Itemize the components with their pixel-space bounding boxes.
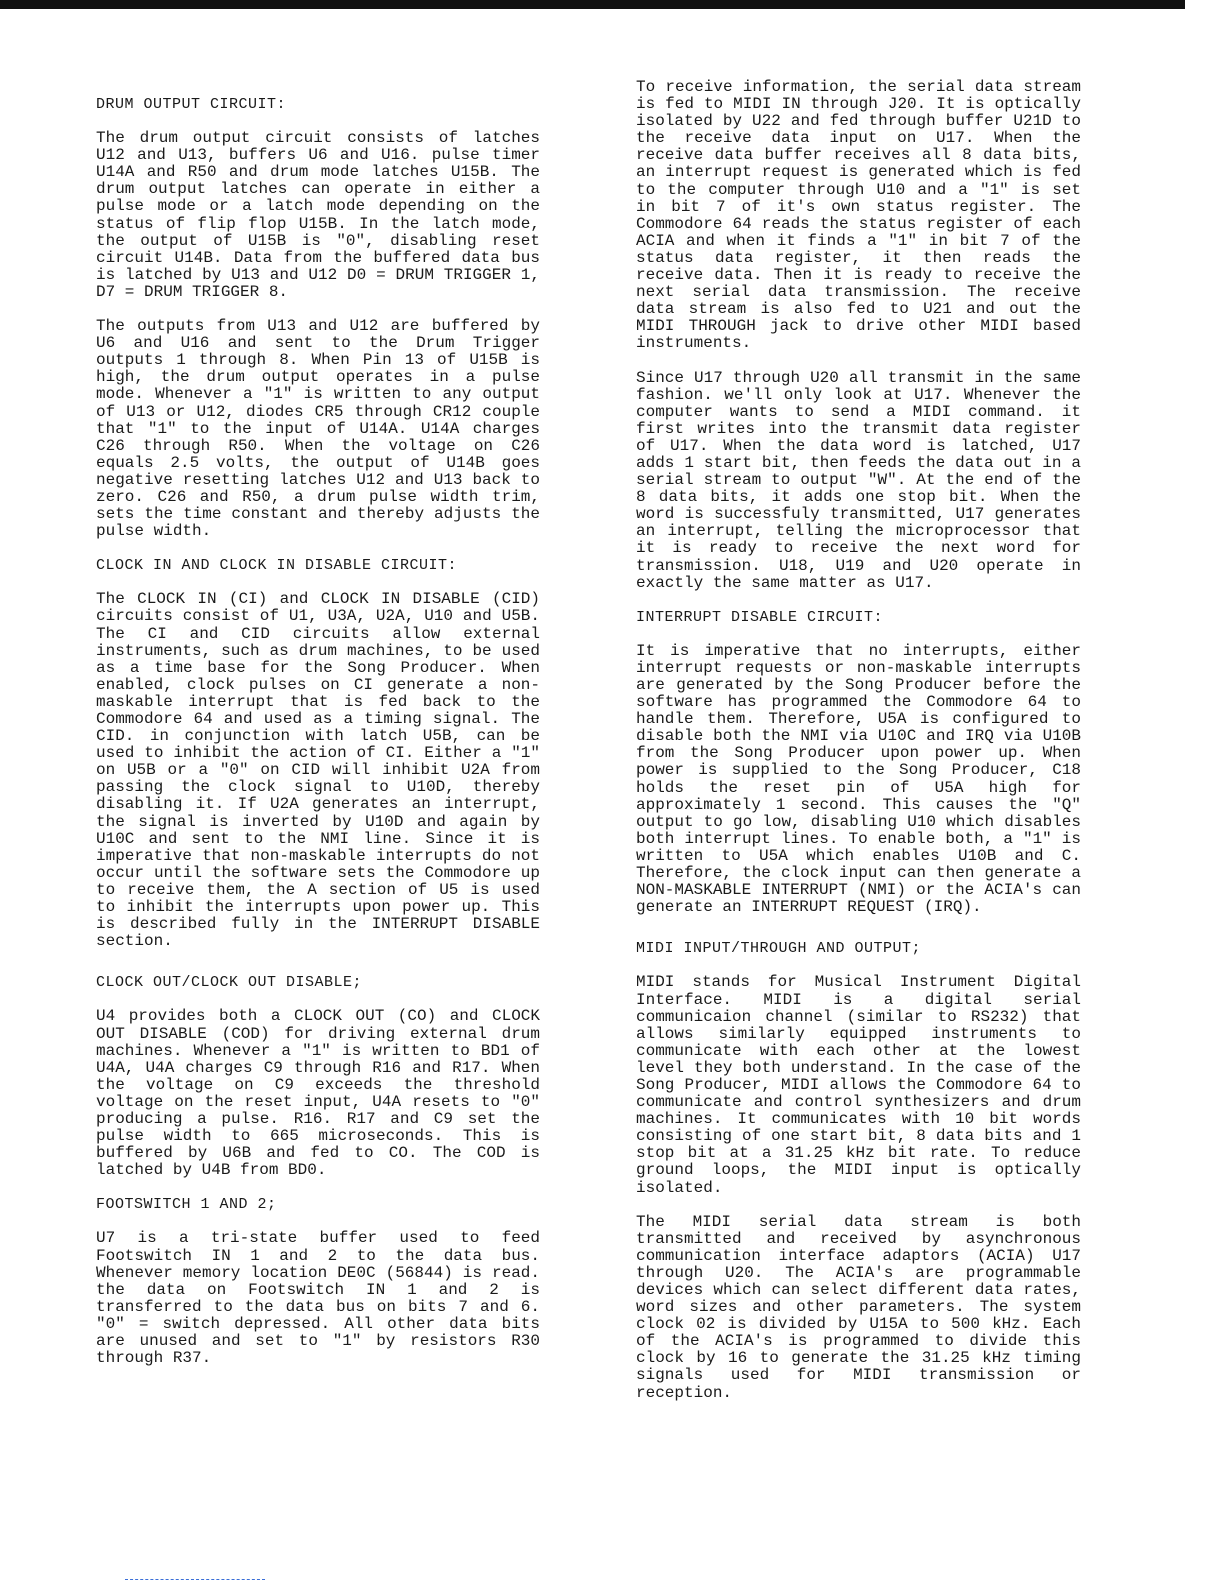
- left-column: [96, 96, 540, 1384]
- drum-output-paragraph-1: The drum output circuit consists of latches U12 and U13, buffers U6 and U16. pulse timer U14A and R50 and drum mode latches U15B. The drum output latches can operate in either a pulse mode or a latch mode depending on the status of flip flop U15B. In the latch mode, the output of U15B is "0", disabling reset circuit U14B. Data from the buffered data bus is latched by U13 and U12 D0 = DRUM TRIGGER 1, D7 = DRUM TRIGGER 8.: [96, 129, 540, 301]
- drum-output-section: [96, 96, 540, 540]
- interrupt-disable-heading: INTERRUPT DISABLE CIRCUIT:: [636, 608, 884, 626]
- midi-section: [636, 940, 1081, 1401]
- midi-paragraph-1: MIDI stands for Musical Instrument Digital Interface. MIDI is a digital serial communicaion channel (similar to RS232) that allows similarly equipped instruments to communicate with each other at the lowest level they both understand. In the case of the Song Producer, MIDI allows the Commodore 64 to communicate and control synthesizers and drum machines. It communicates with 10 bit words consisting of one start bit, 8 data bits and 1 stop bit at a 31.25 kHz bit rate. To reduce ground loops, the MIDI input is optically isolated.: [636, 973, 1081, 1197]
- receive-paragraph-2: Since U17 through U20 all transmit in the same fashion. we'll only look at U17. Whenever the computer wants to send a MIDI command. it first writes into the transmit data register of U17. When the data word is latched, U17 adds 1 start bit, then feeds the data out in a serial stream to output "W". At the end of the 8 data bits, it adds one stop bit. When the word is successfuly transmitted, U17 generates an interrupt, telling the microprocessor that it is ready to receive the next word for transmission. U18, U19 and U20 operate in exactly the same matter as U17.: [636, 368, 1081, 592]
- midi-paragraph-2: The MIDI serial data stream is both transmitted and received by asynchronous communication interface adaptors (ACIA) U17 through U20. The ACIA's are programmable devices which can select different data rates, word sizes and other parameters. The system clock 02 is divided by U15A to 500 kHz. Each of the ACIA's is programmed to divide this clock by 16 to generate the 31.25 kHz timing signals used for MIDI transmission or reception.: [636, 1212, 1081, 1402]
- receive-paragraph-1: To receive information, the serial data stream is fed to MIDI IN through J20. It is optically isolated by U22 and fed through buffer U21D to the receive data input on U17. When the receive data buffer receives all 8 data bits, an interrupt request is generated which is fed to the computer through U10 and a "1" is set in bit 7 of it's own status register. The Commodore 64 reads the status register of each ACIA and when it finds a "1" in bit 7 of the status data register, it then reads the receive data. Then it is ready to receive the next serial data transmission. The receive data stream is also fed to U21 and out the MIDI THROUGH jack to drive other MIDI based instruments.: [636, 78, 1081, 353]
- right-column: [636, 79, 1081, 1419]
- footswitch-heading: FOOTSWITCH 1 AND 2;: [96, 1196, 277, 1214]
- drum-output-paragraph-2: The outputs from U13 and U12 are buffered by U6 and U16 and sent to the Drum Trigger outputs 1 through 8. When Pin 13 of U15B is high, the drum output operates in a pulse mode. Whenever a "1" is written to any output of U13 or U12, diodes CR5 through CR12 couple that "1" to the input of U14A. U14A charges C26 through R50. When the voltage on C26 equals 2.5 volts, the output of U14B goes negative resetting latches U12 and U13 back to zero. C26 and R50, a drum pulse width trim, sets the time constant and thereby adjusts the pulse width.: [96, 317, 540, 541]
- clock-in-section: [96, 557, 540, 950]
- top-border-gap: [1185, 0, 1225, 14]
- clock-out-heading: CLOCK OUT/CLOCK OUT DISABLE;: [96, 974, 363, 992]
- clock-out-paragraph-1: U4 provides both a CLOCK OUT (CO) and CLOCK OUT DISABLE (COD) for driving external drum machines. Whenever a "1" is written to BD1 of U4A, U4A charges C9 through R16 and R17. When the voltage on C9 exceeds the threshold voltage on the reset input, U4A resets to "0" producing a pulse. R16. R17 and C9 set the pulse width to 665 microseconds. This is buffered by U6B and fed to CO. The COD is latched by U4B from BD0.: [96, 1007, 540, 1180]
- bottom-dashed-link: [125, 1578, 265, 1580]
- clock-out-section: [96, 974, 540, 1179]
- clock-in-heading: CLOCK IN AND CLOCK IN DISABLE CIRCUIT:: [96, 557, 458, 575]
- top-border-rule: [0, 0, 1225, 9]
- footswitch-section: [96, 1196, 540, 1367]
- footswitch-paragraph-1: U7 is a tri-state buffer used to feed Footswitch IN 1 and 2 to the data bus. Whenever memory location DE0C (56844) is read. the data on Footswitch IN 1 and 2 is transferred to the data bus on bits 7 and 6. "0" = switch depressed. All other data bits are unused and set to "1" by resistors R30 through R37.: [96, 1229, 540, 1368]
- receive-section: [636, 79, 1081, 592]
- drum-output-heading: DRUM OUTPUT CIRCUIT:: [96, 96, 287, 113]
- midi-heading: MIDI INPUT/THROUGH AND OUTPUT;: [636, 940, 922, 958]
- interrupt-disable-paragraph-1: It is imperative that no interrupts, either interrupt requests or non-maskable interrupts are generated by the Song Producer before the software has programmed the Commodore 64 to handle them. Therefore, U5A is configured to disable both the NMI via U10C and IRQ via U10B from the Song Producer upon power up. When power is supplied to the Song Producer, C18 holds the reset pin of U5A high for approximately 1 second. This causes the "Q" output to go low, disabling U10 which disables both interrupt lines. To enable both, a "1" is written to U5A which enables U10B and C. Therefore, the clock input can then generate a NON-MASKABLE INTERRUPT (NMI) or the ACIA's can generate an INTERRUPT REQUEST (IRQ).: [636, 641, 1081, 917]
- clock-in-paragraph-1: The CLOCK IN (CI) and CLOCK IN DISABLE (CID) circuits consist of U1, U3A, U2A, U10 and U5B. The CI and CID circuits allow external instruments, such as drum machines, to be used as a time base for the Song Producer. When enabled, clock pulses on CI generate a non-maskable interrupt that is fed back to the Commodore 64 and used as a timing signal. The CID. in conjunction with latch U5B, can be used to inhibit the action of CI. Either a "1" on U5B or a "0" on CID will inhibit U2A from passing the clock signal to U10D, thereby disabling it. If U2A generates an interrupt, the signal is inverted by U10D and again by U10C and sent to the NMI line. Since it is imperative that non-maskable interrupts do not occur until the software sets the Commodore up to receive them, the A section of U5 is used to inhibit the interrupts upon power up. This is described fully in the INTERRUPT DISABLE section.: [96, 590, 540, 951]
- interrupt-disable-section: [636, 609, 1081, 917]
